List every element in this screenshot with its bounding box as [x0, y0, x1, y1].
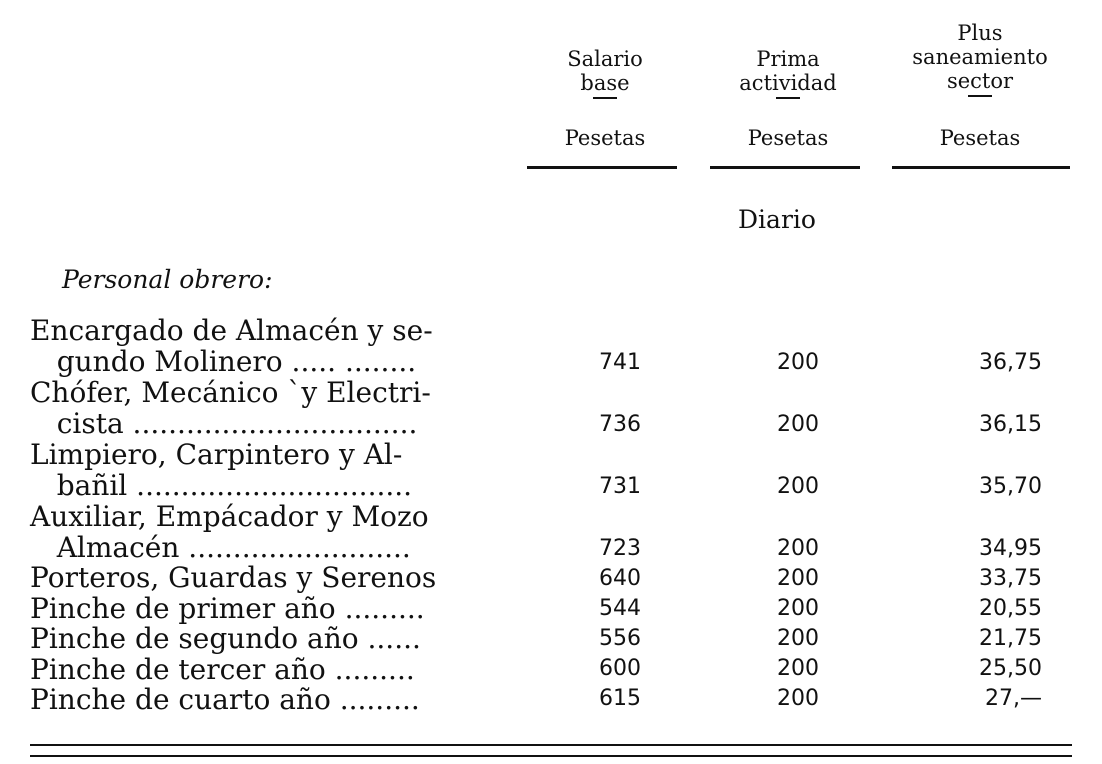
- cell-salario: 731: [599, 474, 641, 499]
- row-label: Pinche de tercer año .........: [30, 653, 415, 686]
- cell-plus: 35,70: [979, 474, 1042, 499]
- cell-prima: 200: [777, 536, 819, 561]
- cell-salario: 640: [599, 566, 641, 591]
- cell-salario: 600: [599, 656, 641, 681]
- row-label-cont: Almacén .........................: [30, 531, 411, 564]
- row-label-cont: cista ................................: [30, 407, 418, 440]
- cell-prima: 200: [777, 626, 819, 651]
- cell-plus: 25,50: [979, 656, 1042, 681]
- cell-salario: 741: [599, 350, 641, 375]
- cell-prima: 200: [777, 596, 819, 621]
- cell-plus: 33,75: [979, 566, 1042, 591]
- cell-plus: 20,55: [979, 596, 1042, 621]
- header-prima-actividad: [718, 47, 858, 99]
- header-plus-line1: Plus: [957, 21, 1003, 45]
- row-label: Encargado de Almacén y se-: [30, 314, 433, 347]
- cell-salario: 544: [599, 596, 641, 621]
- row-label-cont: bañil ...............................: [30, 469, 413, 502]
- cell-plus: 34,95: [979, 536, 1042, 561]
- period-label: Diario: [738, 205, 816, 234]
- cell-plus: 21,75: [979, 626, 1042, 651]
- section-title: Personal obrero:: [62, 265, 273, 294]
- row-label: Pinche de segundo año ......: [30, 622, 421, 655]
- cell-prima: 200: [777, 474, 819, 499]
- cell-prima: 200: [777, 656, 819, 681]
- cell-salario: 556: [599, 626, 641, 651]
- header-salario-line2: base: [580, 71, 630, 95]
- bottom-rule-lower: [30, 755, 1072, 757]
- cell-prima: 200: [777, 350, 819, 375]
- cell-plus: 36,15: [979, 412, 1042, 437]
- header-plus-line3: sector: [946, 69, 1014, 93]
- cell-salario: 615: [599, 686, 641, 711]
- cell-prima: 200: [777, 686, 819, 711]
- row-label: Chófer, Mecánico `y Electri-: [30, 376, 431, 409]
- header-salario-base: [545, 47, 665, 99]
- row-label: Porteros, Guardas y Serenos: [30, 561, 437, 594]
- header-dash: [593, 97, 617, 99]
- cell-salario: 723: [599, 536, 641, 561]
- row-label: Auxiliar, Empácador y Mozo: [30, 500, 429, 533]
- row-label: Pinche de primer año .........: [30, 592, 425, 625]
- row-label-cont: gundo Molinero ..... ........: [30, 345, 417, 378]
- header-plus-line2: saneamiento: [912, 45, 1048, 69]
- header-prima-line1: Prima: [756, 47, 820, 71]
- cell-plus: 27,—: [985, 686, 1042, 711]
- header-dash: [968, 95, 992, 97]
- header-rule-salario: [527, 166, 677, 169]
- header-dash: [776, 97, 800, 99]
- header-rule-plus: [892, 166, 1070, 169]
- cell-plus: 36,75: [979, 350, 1042, 375]
- unit-salario: Pesetas: [564, 126, 646, 150]
- cell-prima: 200: [777, 566, 819, 591]
- row-label: Limpiero, Carpintero y Al-: [30, 438, 403, 471]
- header-rule-prima: [710, 166, 860, 169]
- header-prima-line2: actividad: [739, 71, 837, 95]
- header-plus-saneamiento: [890, 21, 1070, 97]
- cell-prima: 200: [777, 412, 819, 437]
- row-label: Pinche de cuarto año .........: [30, 683, 420, 716]
- header-salario-line1: Salario: [567, 47, 643, 71]
- bottom-rule-upper: [30, 744, 1072, 746]
- unit-plus: Pesetas: [939, 126, 1021, 150]
- cell-salario: 736: [599, 412, 641, 437]
- unit-prima: Pesetas: [747, 126, 829, 150]
